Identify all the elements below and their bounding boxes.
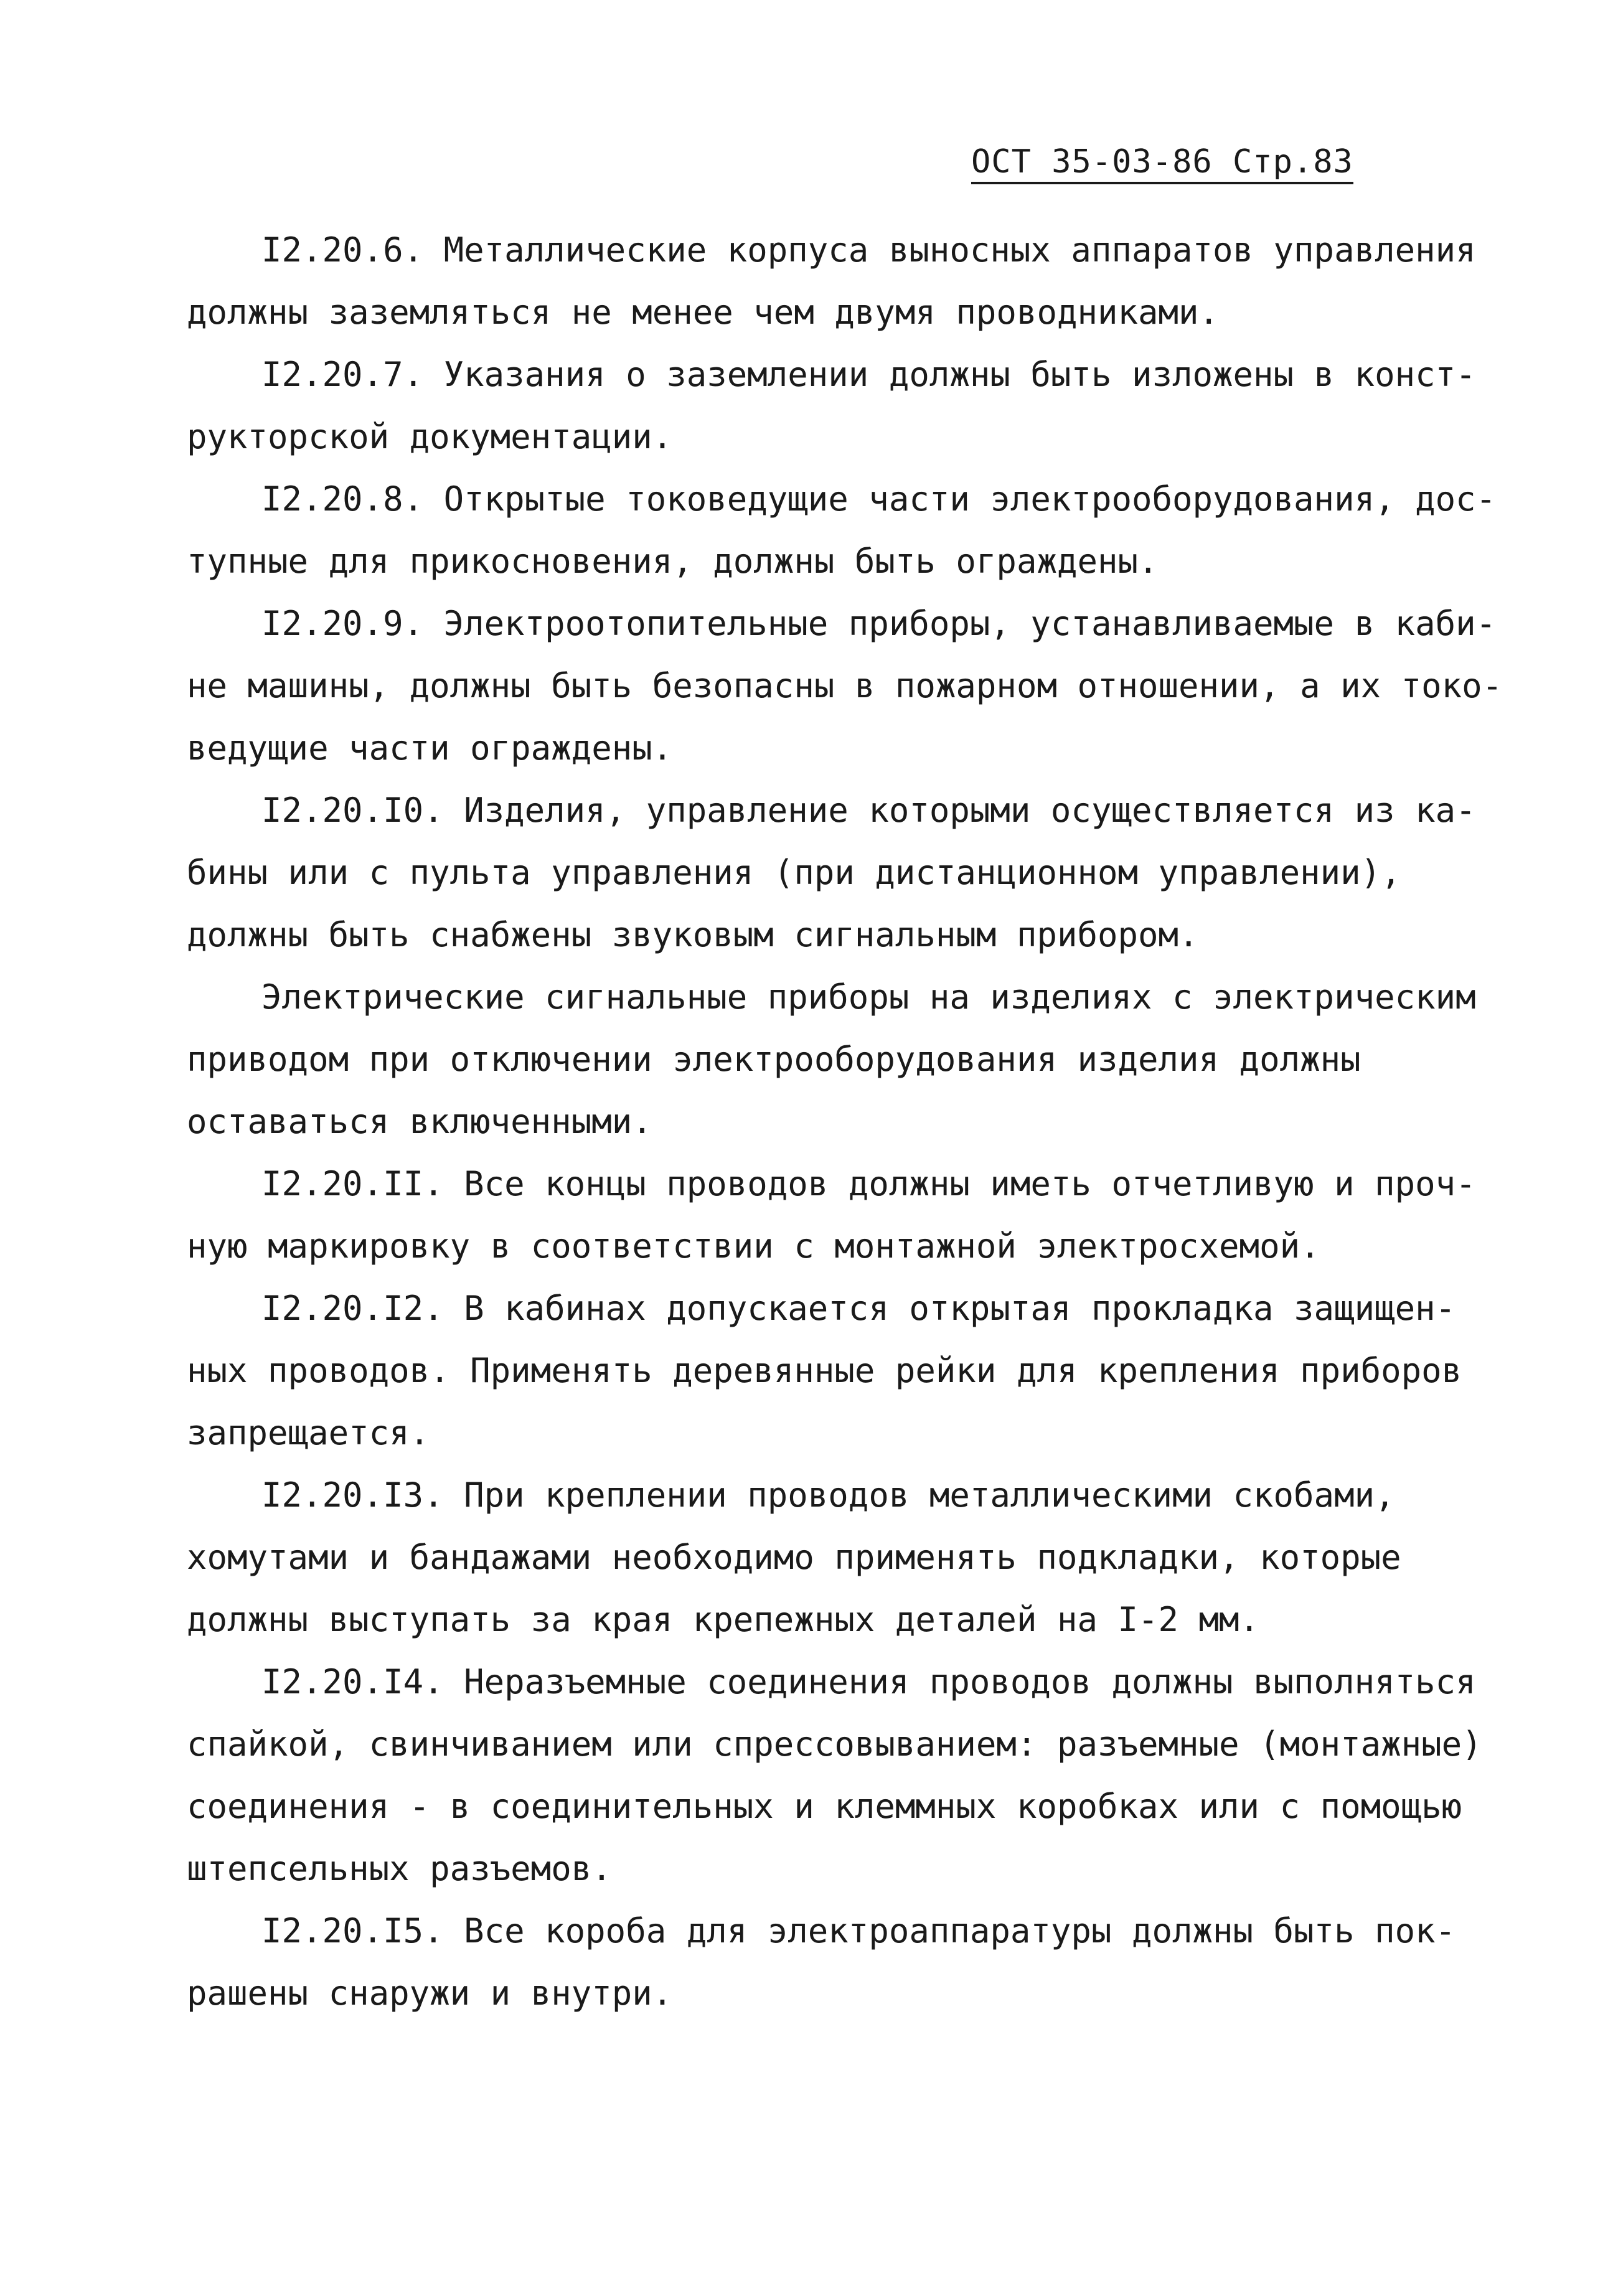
text-line: I2.20.7. Указания о заземлении должны быть изложены в конст- [261,355,1476,394]
text-line: должны заземляться не менее чем двумя проводниками. [187,293,1220,332]
text-line: тупные для прикосновения, должны быть ограждены. [187,542,1159,581]
text-line: должны выступать за края крепежных деталей на I-2 мм. [187,1600,1260,1639]
paragraph [187,1464,1432,1651]
page-header [971,143,1353,181]
text-line: I2.20.I4. Неразъемные соединения проводов должны выполняться [261,1662,1476,1701]
text-line: рашены снаружи и внутри. [187,1974,673,2013]
paragraph [187,219,1476,344]
text-line: должны быть снабжены звуковым сигнальным прибором. [187,915,1199,954]
text-line: соединения - в соединительных и клеммных коробках или с помощью [187,1787,1462,1826]
paragraph [187,344,1476,468]
text-line: хомутами и бандажами необходимо применять подкладки, которые [187,1538,1401,1577]
text-line: спайкой, свинчиванием или спрессовыванием: разъемные (монтажные) [187,1724,1482,1764]
text-line: Электрические сигнальные приборы на изделиях с электрическим [261,977,1476,1017]
text-line: I2.20.I2. В кабинах допускается открытая прокладка защищен- [261,1289,1456,1328]
text-line: не машины, должны быть безопасны в пожарном отношении, а их токо- [187,666,1503,705]
text-line: I2.20.I0. Изделия, управление которыми осуществляется из ка- [261,791,1476,830]
text-line: запрещается. [187,1413,430,1452]
text-line: рукторской документации. [187,417,673,456]
paragraph [187,1651,1482,1900]
paragraph [187,1900,1456,2025]
text-line: I2.20.6. Металлические корпуса выносных аппаратов управления [261,230,1476,270]
page-number: Стр.83 [1233,143,1353,184]
text-line: штепсельных разъемов. [187,1849,612,1888]
text-line: ную маркировку в соответствии с монтажной электросхемой. [187,1226,1320,1266]
text-line: I2.20.9. Электроотопительные приборы, устанавливаемые в каби- [261,604,1497,643]
paragraph [187,966,1476,1153]
text-line: I2.20.I5. Все короба для электроаппаратуры должны быть пок- [261,1911,1456,1950]
text-line: ных проводов. Применять деревянные рейки для крепления приборов [187,1351,1462,1390]
paragraph [187,593,1503,779]
text-line: оставаться включенными. [187,1102,652,1141]
paragraph [187,1153,1476,1277]
standard-code: ОСТ 35-03-86 [971,143,1213,184]
paragraph [187,468,1497,593]
text-line: бины или с пульта управления (при дистанционном управлении), [187,853,1401,892]
text-line: ведущие части ограждены. [187,728,673,768]
paragraph [187,779,1476,966]
text-line: приводом при отключении электрооборудования изделия должны [187,1040,1361,1079]
text-line: I2.20.8. Открытые токоведущие части электрооборудования, дос- [261,479,1497,519]
document-body [187,219,1503,2025]
paragraph [187,1277,1462,1464]
text-line: I2.20.II. Все концы проводов должны иметь отчетливую и проч- [261,1164,1476,1203]
text-line: I2.20.I3. При креплении проводов металлическими скобами, [261,1475,1395,1515]
